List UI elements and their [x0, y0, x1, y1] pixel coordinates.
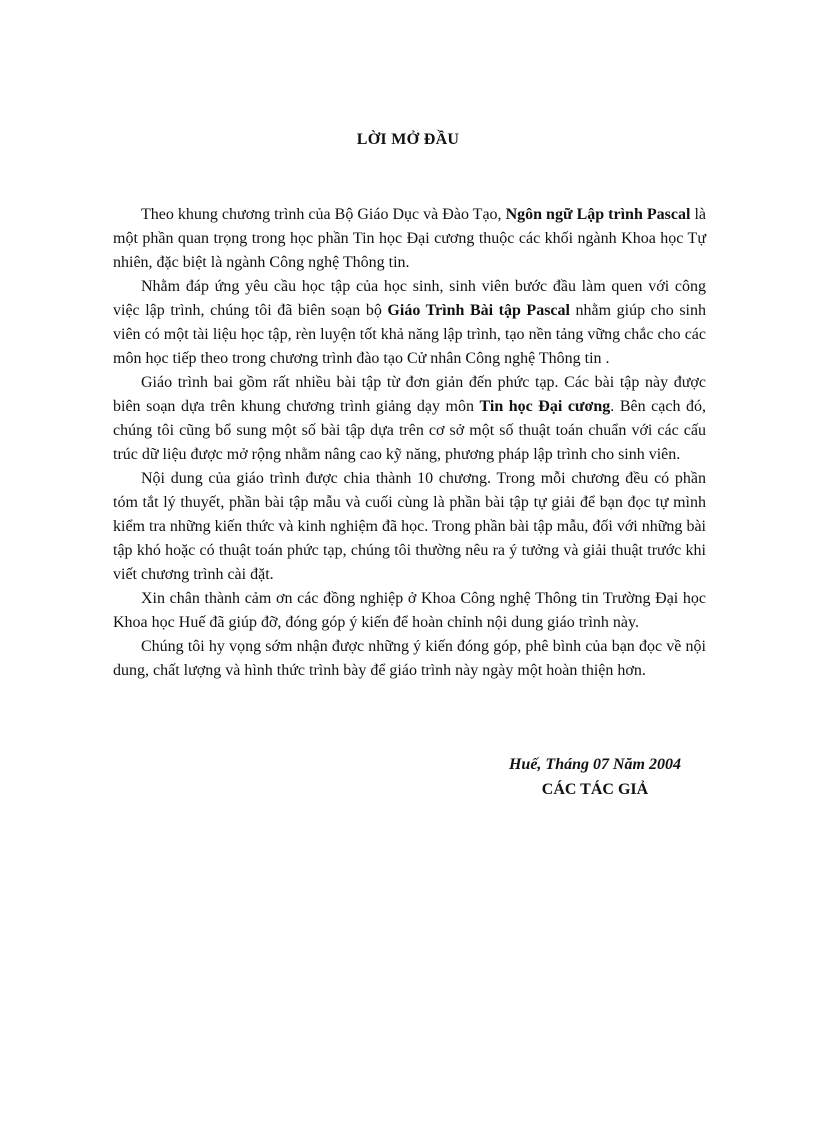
paragraph-6: Chúng tôi hy vọng sớm nhận được những ý kiến đóng góp, phê bình của bạn đọc về nội dung, chất lượng và hình thức trình bày để giáo trình này ngày một hoàn thiện hơn.: [113, 638, 706, 679]
signature-block: [430, 752, 760, 802]
page-title: LỜI MỞ ĐẦU: [356, 131, 460, 148]
paragraph-1-text-b: là một phần quan trọng trong học phần Tin học Đại cương thuộc các khối ngành Khoa học Tự nhiên, đặc biệt là ngành Công nghệ Thông tin.: [113, 206, 706, 271]
paragraph-3-text-b: . Bên cạch đó, chúng tôi cũng bổ sung một số bài tập dựa trên cơ sở một số thuật toán chuẩn với các cấu trúc dữ liệu được mở rộng nhằm nâng cao kỹ năng, phương pháp lập trình cho sinh viên.: [113, 398, 706, 463]
emphasis-course-name: Tin học Đại cương: [479, 398, 611, 415]
preface-body: [113, 203, 706, 683]
paragraph-1: [113, 203, 706, 275]
paragraph-1-text-a: Theo khung chương trình của Bộ Giáo Dục và Đào Tạo,: [141, 206, 506, 223]
paragraph-2-text-b: nhằm giúp cho sinh viên có một tài liệu học tập, rèn luyện tốt khả năng lập trình, tạo nền tảng vững chắc cho các môn học tiếp theo trong chương trình đào tạo Cử nhân Công nghệ Thông tin .: [113, 302, 706, 367]
paragraph-3-text-a: Giáo trình bai gồm rất nhiều bài tập từ đơn giản đến phức tạp. Các bài tập này được biên soạn dựa trên khung chương trình giảng dạy môn: [113, 374, 706, 415]
signature-authors: CÁC TÁC GIẢ: [541, 781, 649, 798]
paragraph-3: [113, 371, 706, 467]
emphasis-pascal-language: Ngôn ngữ Lập trình Pascal: [505, 206, 691, 223]
paragraph-2: [113, 275, 706, 371]
paragraph-5: Xin chân thành cảm ơn các đồng nghiệp ở Khoa Công nghệ Thông tin Trường Đại học Khoa học Huế đã giúp đỡ, đóng góp ý kiến để hoàn chỉnh nội dung giáo trình này.: [113, 590, 706, 631]
paragraph-4: Nội dung của giáo trình được chia thành 10 chương. Trong mỗi chương đều có phần tóm tắt lý thuyết, phần bài tập mẫu và cuối cùng là phần bài tập tự giải để bạn đọc tự mình kiểm tra những kiến thức và kinh nghiệm đã học. Trong phần bài tập mẫu, đối với những bài tập khó hoặc có thuật toán phức tạp, chúng tôi thường nêu ra ý tưởng và giải thuật trước khi viết chương trình cài đặt.: [113, 470, 706, 583]
emphasis-textbook-title: Giáo Trình Bài tập Pascal: [387, 302, 570, 319]
paragraph-2-text-a: Nhằm đáp ứng yêu cầu học tập của học sinh, sinh viên bước đầu làm quen với công việc lập trình, chúng tôi đã biên soạn bộ: [113, 278, 706, 319]
signature-date: Huế, Tháng 07 Năm 2004: [508, 756, 681, 773]
